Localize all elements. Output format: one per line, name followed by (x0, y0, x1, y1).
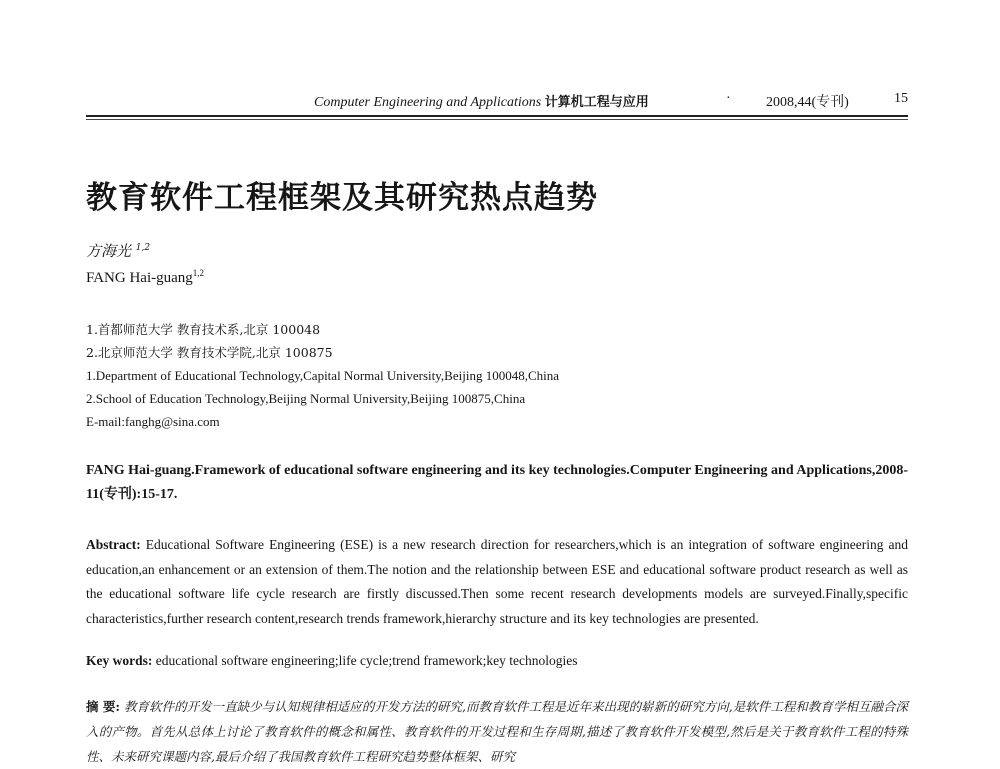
abstract-label: Abstract: (86, 537, 141, 552)
journal-name: Computer Engineering and Applications 计算机工程与应用 (314, 95, 649, 110)
abstract-cn-label: 摘 要: (86, 699, 121, 714)
keywords-text: educational software engineering;life cycle;trend framework;key technologies (155, 653, 578, 668)
affiliation-line: 2.北京师范大学 教育技术学院,北京 100875 (86, 345, 333, 360)
keywords-label: Key words: (86, 653, 153, 668)
abstract-text: Educational Software Engineering (ESE) is a new research direction for researchers,which is an integration of software engineering and education,an enhancement or an extension of them.The notion and the relationship between ESE and educational software product research as well as the educational software life cycle research are firstly discussed.Then some recent research developments models are surveyed.Finally,specific characteristics,further research content,research trends framework,hierarchy structure and its key technologies are presented. (86, 537, 909, 626)
abstract-cn-text: 教育软件的开发一直缺少与认知规律相适应的开发方法的研究,而教育软件工程是近年来出现的崭新的研究方向,是软件工程和教育学相互融合深入的产物。首先从总体上讨论了教育软件的概念和属性、教育软件的开发过程和生存周期,描述了教育软件开发模型,然后是关于教育软件工程的特殊性、未来研究课题内容,最后介绍了我国教育软件工程研究趋势整体框架、研究 (86, 699, 908, 764)
header-rule-thin (86, 119, 908, 120)
year-volume: 2008,44(专刊) (766, 95, 849, 110)
page-number: 15 (894, 91, 908, 106)
running-header (86, 91, 908, 113)
affiliations (86, 318, 908, 433)
affiliation-line: 1.首都师范大学 教育技术系,北京 100048 (86, 322, 321, 337)
abstract-en (86, 533, 908, 631)
paper-title: 教育软件工程框架及其研究热点趋势 (86, 180, 598, 216)
affiliation-line: 2.School of Education Technology,Beijing Normal University,Beijing 100875,China (86, 391, 526, 406)
header-separator: · (726, 91, 731, 106)
header-rule-thick (86, 115, 908, 117)
abstract-cn (86, 694, 908, 769)
keywords (86, 649, 908, 673)
author-name-en: FANG Hai-guang$^{1,2}$ (86, 268, 205, 286)
citation: FANG Hai-guang.Framework of educational software engineering and its key technologies.Computer Engineering and Applications,2008-11(专刊):15-17. (86, 463, 908, 502)
author-name-cn: 方海光 $^{1,2}$ (86, 242, 151, 260)
email: E-mail:fanghg@sina.com (86, 414, 220, 429)
affiliation-line: 1.Department of Educational Technology,Capital Normal University,Beijing 100048,China (86, 368, 560, 383)
